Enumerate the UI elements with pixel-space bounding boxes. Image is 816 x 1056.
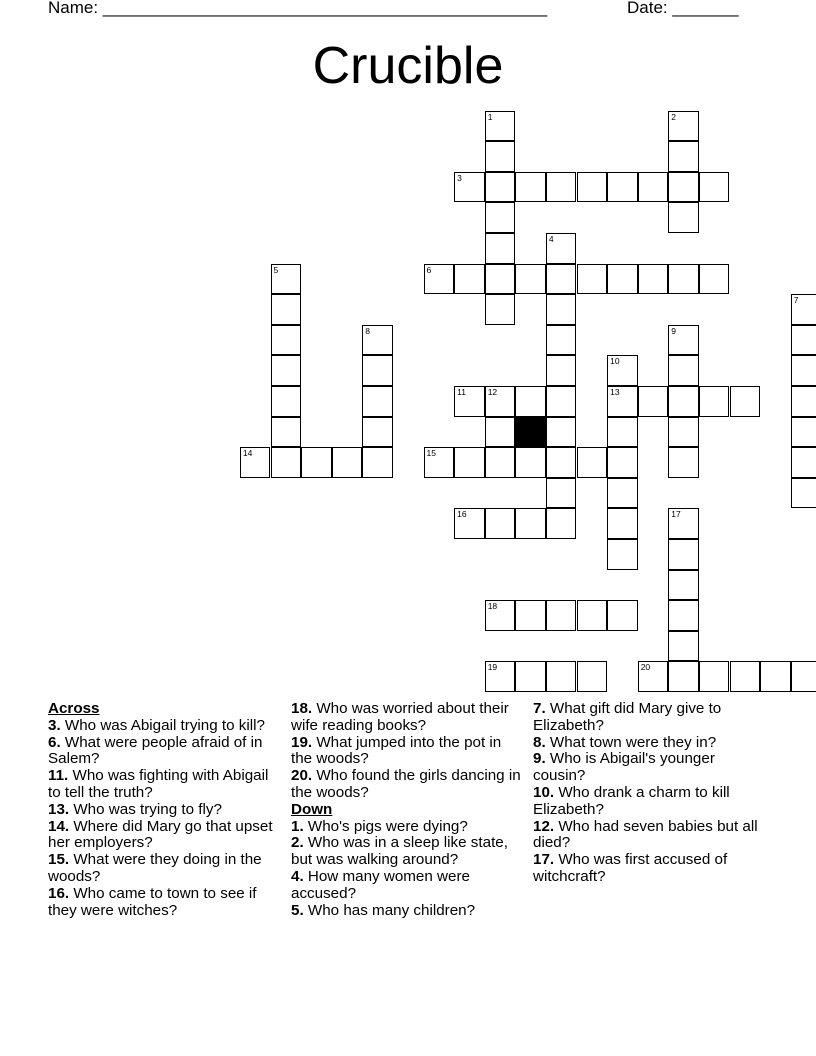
down-clue (291, 869, 523, 903)
grid-cell[interactable] (577, 172, 608, 203)
grid-cell[interactable] (485, 661, 516, 692)
clue-text: Who found the girls dancing in the woods? (291, 767, 521, 801)
grid-cell[interactable] (454, 264, 485, 295)
clue-number: 7 (793, 295, 799, 306)
clue-number: 4 (548, 234, 554, 244)
grid-cell[interactable] (546, 508, 577, 539)
clue-number: 12 (487, 387, 498, 397)
grid-cell[interactable] (362, 386, 393, 417)
grid-cell[interactable] (791, 661, 816, 692)
clue-number: 17 (671, 509, 681, 520)
across-clue (291, 735, 523, 769)
grid-cell[interactable] (699, 386, 730, 417)
clue-number-label: 16. (48, 884, 70, 902)
grid-cell[interactable] (638, 172, 669, 203)
across-clue (48, 852, 278, 886)
grid-cell[interactable] (668, 172, 699, 203)
clue-text: What town were they in? (545, 733, 717, 751)
across-clue-list-continued (291, 701, 523, 802)
grid-cell[interactable] (515, 264, 546, 295)
grid-cell[interactable] (791, 355, 816, 386)
grid-cell[interactable] (638, 264, 669, 295)
across-clue (48, 735, 278, 769)
clue-text: Who was trying to fly? (69, 800, 222, 818)
grid-cell[interactable] (454, 447, 485, 478)
clue-number-label: 6. (48, 733, 61, 751)
clue-text: Who has many children? (303, 901, 476, 919)
grid-cell[interactable] (546, 325, 577, 356)
clue-number: 3 (457, 172, 462, 183)
clue-text: Who was worried about their wife reading books? (291, 700, 509, 734)
grid-cell[interactable] (668, 386, 699, 417)
grid-cell[interactable] (515, 661, 546, 692)
grid-cell[interactable] (607, 478, 638, 509)
grid-cell[interactable] (668, 661, 699, 692)
grid-cell[interactable] (607, 417, 638, 448)
grid-cell[interactable] (485, 447, 516, 478)
grid-cell[interactable] (668, 417, 699, 448)
grid-cell[interactable] (546, 233, 577, 264)
grid-cell[interactable] (515, 172, 546, 203)
clue-number-label: 3. (48, 716, 61, 734)
clue-number: 6 (426, 264, 432, 275)
clue-text: Who was Abigail trying to kill? (60, 716, 265, 734)
clue-number: 18 (487, 601, 498, 612)
down-clue-list (291, 819, 523, 920)
grid-cell[interactable] (791, 447, 816, 478)
clue-text: Who had seven babies but all died? (533, 817, 758, 852)
clue-number: 20 (640, 662, 651, 673)
clue-text: What jumped into the pot in the woods? (291, 733, 502, 768)
grid-cell[interactable] (515, 508, 546, 539)
down-clue (291, 819, 523, 836)
grid-cell[interactable] (485, 172, 516, 203)
grid-cell[interactable] (607, 355, 638, 386)
grid-cell[interactable] (699, 172, 730, 203)
grid-cell[interactable] (454, 386, 485, 417)
grid-cell[interactable] (271, 447, 302, 478)
grid-cell[interactable] (546, 478, 577, 509)
grid-cell[interactable] (240, 447, 271, 478)
grid-cell[interactable] (454, 172, 485, 203)
clue-number-label: 11. (48, 767, 69, 785)
grid-cell[interactable] (668, 447, 699, 478)
clue-number: 8 (365, 325, 371, 336)
grid-cell[interactable] (668, 355, 699, 386)
grid-cell[interactable] (668, 325, 699, 356)
grid-cell[interactable] (607, 447, 638, 478)
grid-cell[interactable] (271, 355, 302, 386)
across-heading: Across (48, 700, 100, 717)
grid-cell[interactable] (515, 600, 546, 631)
across-clue-list (48, 718, 278, 920)
down-clue (533, 852, 768, 886)
grid-cell[interactable] (730, 661, 761, 692)
grid-cell[interactable] (791, 294, 816, 325)
grid-cell[interactable] (607, 539, 638, 570)
down-clue-list-continued (533, 701, 768, 886)
grid-cell[interactable] (546, 294, 577, 325)
grid-cell[interactable] (607, 264, 638, 295)
grid-cell[interactable] (454, 508, 485, 539)
grid-cell[interactable] (668, 570, 699, 601)
clue-number-label: 2. (291, 834, 304, 852)
grid-cell[interactable] (485, 294, 516, 325)
clue-number: 11 (457, 387, 466, 397)
page-title: Crucible (312, 37, 504, 95)
down-clue (533, 819, 768, 853)
grid-cell[interactable] (607, 508, 638, 539)
grid-cell[interactable] (638, 661, 669, 692)
grid-cell[interactable] (607, 172, 638, 203)
grid-cell[interactable] (668, 141, 699, 172)
down-clue (533, 785, 768, 819)
down-clue (291, 903, 523, 920)
clue-text: How many women were accused? (291, 867, 470, 902)
grid-cell[interactable] (271, 294, 302, 325)
grid-cell[interactable] (271, 325, 302, 356)
grid-cell[interactable] (791, 325, 816, 356)
grid-cell[interactable] (424, 447, 455, 478)
clue-number-label: 14. (48, 817, 70, 835)
grid-cell[interactable] (515, 447, 546, 478)
grid-cell[interactable] (546, 264, 577, 295)
grid-cell[interactable] (668, 600, 699, 631)
grid-cell[interactable] (607, 386, 638, 417)
clue-number: 9 (671, 325, 677, 336)
clue-column-3 (533, 701, 768, 886)
across-clue (48, 802, 278, 819)
clue-number-label: 10. (533, 783, 555, 801)
clue-number: 19 (487, 662, 498, 673)
grid-cell[interactable] (577, 661, 608, 692)
date-field[interactable]: Date: _______ (627, 0, 739, 17)
grid-cell[interactable] (485, 233, 516, 264)
down-clue (533, 735, 768, 752)
clue-number: 15 (426, 448, 436, 459)
clue-number: 16 (457, 509, 467, 520)
grid-cell[interactable] (485, 111, 516, 142)
across-clue (291, 768, 523, 802)
grid-cell[interactable] (546, 600, 577, 631)
clue-number-label: 9. (533, 750, 546, 768)
clue-text: Who drank a charm to kill Elizabeth? (533, 783, 730, 818)
clue-text: Who's pigs were dying? (303, 817, 468, 835)
grid-cell[interactable] (668, 111, 699, 142)
down-clue (533, 751, 768, 785)
grid-cell[interactable] (668, 508, 699, 539)
grid-cell[interactable] (424, 264, 455, 295)
across-clue (48, 819, 278, 853)
clue-number: 10 (610, 356, 620, 367)
grid-cell[interactable] (546, 447, 577, 478)
clue-number-label: 17. (533, 851, 555, 869)
grid-cell[interactable] (577, 264, 608, 295)
clue-text: What were they doing in the woods? (48, 851, 262, 885)
grid-cell[interactable] (791, 417, 816, 448)
grid-cell[interactable] (271, 386, 302, 417)
grid-cell[interactable] (791, 478, 816, 509)
grid-cell[interactable] (699, 661, 730, 692)
grid-cell[interactable] (638, 386, 669, 417)
clue-number-label: 8. (533, 733, 546, 751)
grid-cell[interactable] (730, 386, 761, 417)
clue-number: 5 (273, 264, 279, 275)
clue-number: 13 (610, 387, 620, 397)
grid-cell[interactable] (485, 600, 516, 631)
grid-cell[interactable] (271, 417, 302, 448)
clue-text: Who was in a sleep like state, but was walking around? (291, 834, 508, 869)
across-clue (291, 701, 523, 735)
grid-cell[interactable] (362, 355, 393, 386)
clue-number-label: 1. (291, 817, 304, 835)
grid-cell[interactable] (485, 417, 516, 448)
clue-text: Who came to town to see if they were witches? (48, 884, 257, 919)
clue-number-label: 20. (291, 767, 313, 785)
grid-cell[interactable] (485, 508, 516, 539)
clue-number-label: 7. (533, 700, 546, 717)
clue-text: Who was first accused of witchcraft? (533, 851, 728, 885)
name-field[interactable]: Name: _______________________________________________ (48, 0, 548, 17)
grid-cell[interactable] (362, 417, 393, 448)
clue-number: 1 (487, 111, 493, 122)
grid-cell[interactable] (760, 661, 791, 692)
grid-cell[interactable] (577, 600, 608, 631)
blocked-cell (515, 417, 546, 448)
down-clue (291, 835, 523, 869)
clue-text: Who is Abigail's younger cousin? (533, 750, 715, 785)
grid-cell[interactable] (362, 325, 393, 356)
across-clue (48, 886, 278, 920)
grid-cell[interactable] (668, 631, 699, 662)
clue-number-label: 5. (291, 901, 304, 919)
grid-cell[interactable] (546, 661, 577, 692)
grid-cell[interactable] (607, 600, 638, 631)
grid-cell[interactable] (332, 447, 363, 478)
clue-number: 14 (242, 448, 253, 459)
grid-cell[interactable] (668, 202, 699, 233)
grid-cell[interactable] (699, 264, 730, 295)
grid-cell[interactable] (301, 447, 332, 478)
grid-cell[interactable] (791, 386, 816, 417)
grid-cell[interactable] (546, 417, 577, 448)
grid-cell[interactable] (546, 386, 577, 417)
grid-cell[interactable] (485, 264, 516, 295)
down-heading: Down (291, 800, 333, 818)
grid-cell[interactable] (271, 264, 302, 295)
across-clue (48, 718, 278, 735)
clue-text: Who was fighting with Abigail to tell the truth? (48, 767, 269, 801)
clue-number: 2 (671, 111, 677, 122)
clue-text: What were people afraid of in Salem? (48, 733, 263, 768)
grid-cell[interactable] (668, 264, 699, 295)
clue-text: Where did Mary go that upset her employers? (48, 817, 273, 852)
grid-cell[interactable] (485, 386, 516, 417)
clue-number-label: 13. (48, 800, 70, 818)
clue-text: What gift did Mary give to Elizabeth? (533, 700, 722, 734)
grid-cell[interactable] (485, 202, 516, 233)
grid-cell[interactable] (362, 447, 393, 478)
clue-column-2 (291, 701, 523, 919)
clue-number-label: 19. (291, 733, 313, 751)
grid-cell[interactable] (515, 386, 546, 417)
grid-cell[interactable] (485, 141, 516, 172)
grid-cell[interactable] (546, 355, 577, 386)
down-clue (533, 701, 768, 735)
across-clue (48, 768, 278, 802)
grid-cell[interactable] (546, 172, 577, 203)
clue-number-label: 18. (291, 700, 313, 717)
clue-column-1 (48, 701, 278, 919)
clue-number-label: 4. (291, 867, 304, 885)
grid-cell[interactable] (668, 539, 699, 570)
clue-number-label: 15. (48, 851, 70, 869)
clue-number-label: 12. (533, 817, 555, 835)
grid-cell[interactable] (577, 447, 608, 478)
